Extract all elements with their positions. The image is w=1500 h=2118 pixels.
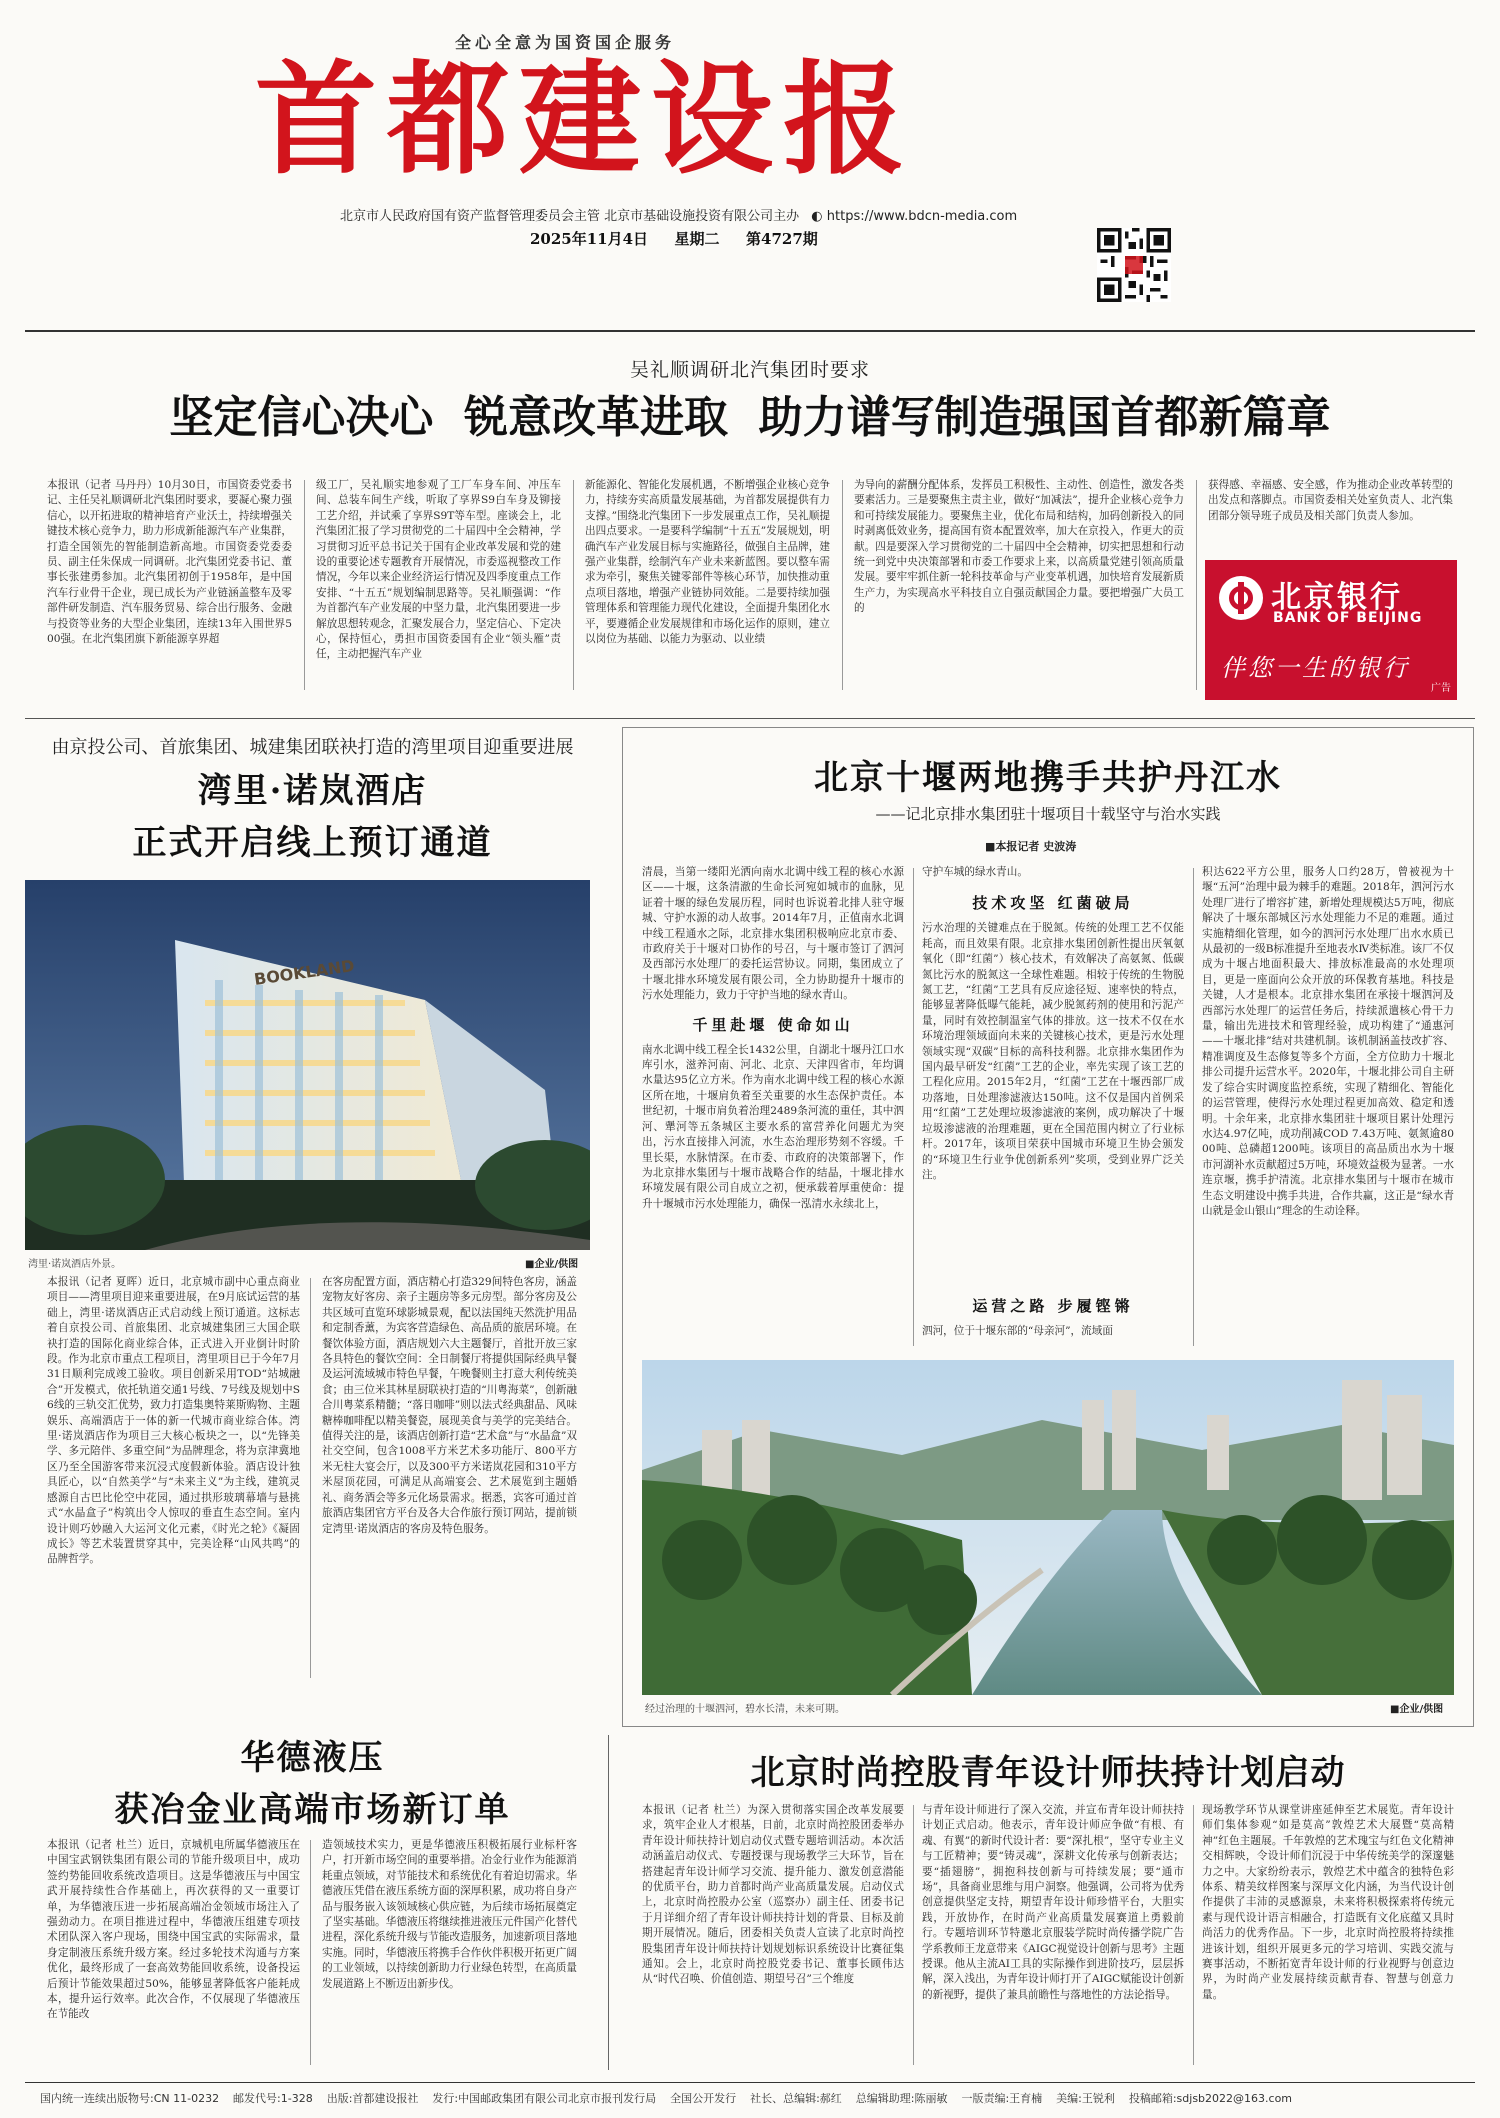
hotel-col-1: 本报讯（记者 夏晖）近日，北京城市副中心重点商业项目——湾里项目迎来重要进展，在9月底试运营的基础上，湾里·诺岚酒店正式启动线上预订通道。这标志着自京投公司、首旅集团、北京城建集团三大国企联袂打造的国际化商业综合体，正式进入开业倒计时阶段。作为北京市重点工程项目，湾里项目已于今年7月31日顺利完成竣工验收。项目创新采用TOD“站城融合”开发模式，依托轨道交通1号线、7号线及规划中S6线的三轨交汇优势，致力打造集奥特莱斯购物、主题娱乐、高端酒店于一体的新一代城市商业综合体。湾里·诺岚酒店作为项目三大核心板块之一，以“先锋美学、多元陪伴、多重空间”为品牌理念，将为京津冀地区乃至全国游客带来沉浸式度假新体验。酒店设计独具匠心，以“自然美学”与“未来主义”为主线，建筑灵感源自古巴比伦空中花园，通过拱形玻璃幕墙与悬挑式“水晶盒子”构筑出令人惊叹的垂直生态空间。室内设计则巧妙融入大运河文化元素，《时光之轮》《凝固成长》等艺术装置贯穿其中，完美诠释“山风共鸣”的品牌哲学。 <box>47 1276 300 1566</box>
lead-kicker: 吴礼顺调研北汽集团时要求 <box>629 359 870 381</box>
danjiang-subtitle: ——记北京排水集团驻十堰项目十载坚守与治水实践 <box>875 805 1221 823</box>
footer-rule <box>25 2082 1475 2083</box>
huade-headline-1: 华德液压 <box>240 1738 385 1778</box>
column-divider <box>842 480 843 690</box>
issue-number: 第4727期 <box>746 230 818 248</box>
ad-tag: 广告 <box>1431 683 1451 694</box>
hotel-photo <box>25 880 590 1250</box>
river-photo-credit: ■企业/供图 <box>1390 1704 1444 1715</box>
danjiang-col-3: 积达622平方公里，服务人口约28万，曾被视为十堰“五河”治理中最为棘手的难题。2018年，泗河污水处理厂进行了增容扩建，新增处理规模达5万吨，彻底解决了十堰东部城区污水处理能力不足的难题。通过实施精细化管理，如今的泗河污水处理厂出水水质已从最初的一级B标准提升至地表水Ⅳ类标准。该厂不仅成为十堰占地面积最大、排放标准最高的水处理项目，更是一座面向公众开放的环保教育基地。科技是关键，人才是根本。北京排水集团在承接十堰泗河及西部污水处理厂的运营任务后，持续派遣核心骨干力量，输出先进技术和管理经验，成功构建了“通惠河——十堰北排”结对共建机制。该机制涵盖技改扩容、精准调度及生态修复等多个方面，全方位助力十堰北排公司提升运营水平。2020年，十堰北排公司自主研发了综合实时调度监控系统，实现了精细化、智能化的运营管理，使得污水处理过程更加高效、稳定和透明。十余年来，北京排水集团驻十堰项目累计处理污水达4.97亿吨，成功削减COD 7.43万吨、氨氮逾8000吨、总磷超1200吨。该项目的高品质出水为十堰市河湖补水贡献超过5万吨，环境效益极为显著。一水连京堰，携手护清流。北京排水集团与十堰市在城市生态文明建设中携手共进，合作共赢，这正是“绿水青山就是金山银山”理念的生动诠释。 <box>1202 866 1454 1217</box>
danjiang-col-1 <box>642 865 904 1350</box>
bank-brand: 北京银行 <box>1271 580 1403 615</box>
footer-imprint: 国内统一连续出版物号:CN 11-0232 邮发代号:1-328 出版:首都建设报社 发行:中国邮政集团有限公司北京市报刊发行局 全国公开发行 社长、总编辑:郝红 总编辑助理:陈丽敏 一版责编:王育楠 美编:王锐利 投稿邮箱:sdjsb2022@163.com <box>40 2092 1293 2105</box>
masthead-sponsors <box>340 205 1017 224</box>
danjiang-byline: ■本报记者 史波涛 <box>985 840 1077 853</box>
globe-icon: ◐ <box>811 209 823 224</box>
masthead-title: 首都建设报 <box>255 49 915 191</box>
issue-weekday: 星期二 <box>674 230 720 248</box>
danjiang-subhead-1: 千里赴堰 使命如山 <box>692 1015 854 1034</box>
danjiang-col-1-text: 清晨，当第一缕阳光洒向南水北调中线工程的核心水源区——十堰，这条清澈的生命长河宛如城市的血脉，见证着十堰的绿色发展历程，同时也诉说着北排人驻守堰城、守护水源的动人故事。2014年7月，正值南水北调中线工程通水之际，北京排水集团积极响应北京市委、市政府关于十堰对口协作的号召，与十堰市签订了泗河及西部污水处理厂的委托运营协议。同期，集团成立了十堰北排水环境发展有限公司，全力协助提升十堰市的污水处理能力，致力于守护当地的绿水青山。 <box>642 866 904 1002</box>
lead-col-3: 新能源化、智能化发展机遇，不断增强企业核心竞争力，持续夯实高质量发展基础，为首都发展提供有力支撑。”围绕北汽集团下一步发展重点工作，吴礼顺提出四点要求。一是要科学编制“十五五”发展规划，明确汽车产业发展目标与实施路径，做强自主品牌，建强产业集群，绘制汽车产业未来新蓝图。要以整车需求为牵引，聚焦关键零部件等核心环节，加快推动重点项目落地，增强产业链协同效能。二是要持续加强管理体系和管理能力现代化建设，全面提升集团化水平，要遵循企业发展规律和市场化运作的原则，建立以岗位为基础、以能力为驱动、以业绩 <box>585 479 830 646</box>
river-photo-caption: 经过治理的十堰泗河，碧水长清，未来可期。 <box>645 1704 845 1715</box>
huade-col-1: 本报讯（记者 杜兰）近日，京城机电所属华德液压在中国宝武钢铁集团有限公司的节能升级项目中，成功签约势能回收系统改造项目。这是华德液压与中国宝武开展持续性合作基础上，再次获得的又一重要订单，为华德液压进一步拓展高端冶金领域市场注入了强劲动力。在项目推进过程中，华德液压组建专项技术团队深入客户现场，围绕中国宝武的实际需求，量身定制液压系统升级方案。经过多轮技术沟通与方案优化，最终形成了一套高效势能回收系统，设备投运后预计节能效果超过50%，能够显著降低客户能耗成本，提升运行效率。此次合作，不仅展现了华德液压在节能改 <box>47 1839 300 2021</box>
hotel-headline-1: 湾里·诺岚酒店 <box>197 771 428 811</box>
hotel-photo-caption: 湾里·诺岚酒店外景。 <box>28 1259 122 1270</box>
hotel-photo-credit: ■企业/供图 <box>525 1259 579 1270</box>
issue-date: 2025年11月4日 <box>530 230 649 248</box>
huade-headline-2: 获冶金业高端市场新订单 <box>114 1790 511 1830</box>
section-divider <box>608 1735 609 2070</box>
column-divider <box>1193 1805 1194 2065</box>
column-divider <box>310 1278 311 1678</box>
hotel-kicker: 由京投公司、首旅集团、城建集团联袂打造的湾里项目迎重要进展 <box>51 737 574 758</box>
hotel-headline-2: 正式开启线上预订通道 <box>132 823 493 863</box>
svg-text:BOOKLAND: BOOKLAND <box>252 956 356 989</box>
danjiang-col-2b-text: 污水治理的关键难点在于脱氮。传统的处理工艺不仅能耗高，而且效果有限。北京排水集团创新性提出厌氧氨氧化（即“红菌”）核心技术，有效解决了高氨氮、低碳氮比污水的脱氮这一全球性难题。相较于传统的生物脱氮工艺，“红菌”工艺具有反应途径短、速率快的特点，能够显著降低曝气能耗，减少脱氮药剂的使用和污泥产量，同时有效控制温室气体的排放。这一技术不仅在水环境治理领域面向未来的关键核心技术，更是污水处理领域实现“双碳”目标的高科技利器。北京排水集团作为国内最早研发“红菌”工艺的企业，率先实现了该工艺的工程化应用。2015年2月，“红菌”工艺在十堰西部厂成功落地，日处理渗滤液达150吨。这不仅是国内首例采用“红菌”工艺处理垃圾渗滤液的案例，成功解决了十堰垃圾渗滤液的治理难题，更在全国范围内树立了行业标杆。2017年，该项目荣获中国城市环境卫生协会颁发的“环境卫生行业争优创新系列”奖项，受到业界广泛关注。 <box>922 922 1184 1181</box>
column-divider <box>1196 480 1197 690</box>
lead-col-1: 本报讯（记者 马丹丹）10月30日，市国资委党委书记、主任吴礼顺调研北汽集团时要求，要凝心聚力强信心，以开拓进取的精神培育产业沃土，持续增强关键技术核心竞争力，助力形成新能源汽车产业集群，打造全国领先的智能制造新高地。市国资委党委委员、副主任朱保成一同调研。北汽集团党委书记、董事长张建勇参加。北汽集团初创于1958年，是中国汽车行业骨干企业，现已成长为产业链涵盖整车及零部件研发制造、汽车服务贸易、综合出行服务、金融与投资等业务的大型企业集团，连续13年入围世界500强。在北汽集团旗下新能源享界超 <box>47 479 292 646</box>
danjiang-subhead-2: 技术攻坚 红菌破局 <box>972 894 1134 913</box>
masthead-rule <box>25 330 1475 332</box>
masthead-dateline <box>530 228 818 249</box>
section-rule <box>25 718 1475 719</box>
danjiang-col-1b-text: 南水北调中线工程全长1432公里，自湖北十堰丹江口水库引水，滋养河南、河北、北京、天津四省市，年均调水量达95亿立方米。作为南水北调中线工程的核心水源区所在地，十堰肩负着至关重要的水生态保护责任。本世纪初，十堰市肩负着治理2489条河流的重任，其中泗河、犟河等五条城区主要水系的富营养化问题尤为突出，污水直接排入河流，水生态治理形势刻不容缓。千里长渠，水脉情深。在市委、市政府的决策部署下，作为北京排水集团与十堰市战略合作的结晶，十堰北排水环境发展有限公司自成立之初，便承载着厚重使命：提升十堰城市污水处理能力，确保一泓清水永续北上， <box>642 1043 904 1210</box>
lead-col-4: 为导向的薪酬分配体系，发挥员工积极性、主动性、创造性，激发各类要素活力。三是要聚焦主责主业，做好“加减法”，提升企业核心竞争力和可持续发展能力。要聚焦主业，优化布局和结构，加码创新投入的同时剥离低效业务，提高国有资本配置效率，加大在京投入，作更大的贡献。四是要深入学习贯彻党的二十届四中全会精神，切实把思想和行动统一到党中央决策部署和市委工作要求上来，以高质量党建引领高质量发展。要牢牢抓住新一轮科技革命与产业变革机遇，加快培育发展新质生产力，为实现高水平科技自立自强贡献国企力量。要把增强广大员工的 <box>854 479 1184 615</box>
danjiang-col-2 <box>922 865 1184 1350</box>
bank-slogan: 伴您一生的银行 <box>1221 654 1410 682</box>
column-divider <box>310 1840 311 2065</box>
sponsors-text: 北京市人民政府国有资产监督管理委员会主管 北京市基础设施投资有限公司主办 <box>340 209 800 224</box>
lead-col-2: 级工厂，吴礼顺实地参观了工厂车身车间、冲压车间、总装车间生产线，听取了享界S9白车身及铆接工艺介绍，并试乘了享界S9T等车型。座谈会上，北汽集团汇报了学习贯彻党的二十届四中全会精神，学习贯彻习近平总书记关于国有企业改革发展和党的建设的重要论述专题教育开展情况，市委巡视整改工作情况，今年以来企业经济运行情况及四季度重点工作安排、“十五五”规划编制思路等。吴礼顺强调：“作为首都汽车产业发展的中坚力量，北汽集团要进一步解放思想转观念，汇聚发展合力，坚定信心、下定决心，保持恒心，勇担市国资委国有企业“领头雁”责任，主动把握汽车产业 <box>316 479 561 661</box>
fashion-col-2: 与青年设计师进行了深入交流，并宣布青年设计师扶持计划正式启动。他表示，青年设计师应争做“有根、有魂、有翼”的新时代设计者：要“深扎根”，坚守专业主义与工匠精神；要“铸灵魂”，深耕文化传承与创新表达；要“插翅膀”，拥抱科技创新与可持续发展；要“通市场”，具备商业思维与用户洞察。他强调，公司将为优秀创意提供坚定支持，期望青年设计师珍惜平台，大胆实践，开放协作，在时尚产业高质量发展赛道上勇毅前行。专题培训环节特邀北京服装学院时尚传播学院广告学系教师王龙意带来《AIGC视觉设计创新与思考》主题授课。他从主流AI工具的实际操作到进阶技巧，层层拆解，深入浅出，为青年设计师打开了AIGC赋能设计创新的新视野，提供了兼具前瞻性与落地性的方法论指导。 <box>922 1804 1184 2001</box>
river-photo <box>642 1360 1454 1695</box>
fashion-col-3: 现场教学环节从课堂讲座延伸至艺术展览。青年设计师们集体参观“如是莫高”敦煌艺术大展暨“莫高精神”红色主题展。千年敦煌的艺术瑰宝与红色文化精神交相辉映，令设计师们沉浸于中华传统美学的深邃魅力之中。大家纷纷表示，敦煌艺术中蕴含的独特色彩体系、精美纹样图案与深厚文化内涵，为当代设计创作提供了丰沛的灵感源泉，未来将积极探索将传统元素与现代设计语言相融合，打造既有文化底蕴又具时尚活力的优秀作品。下一步，北京时尚控股将持续推进该计划，组织开展更多元的学习培训、实践交流与赛事活动，不断拓宽青年设计师的行业视野与创意边界，为时尚产业发展持续贡献青春、智慧与创意力量。 <box>1202 1804 1454 2001</box>
column-divider <box>913 1805 914 2065</box>
column-divider <box>304 480 305 690</box>
bank-brand-en: BANK OF BEIJING <box>1273 610 1423 626</box>
column-divider <box>573 480 574 690</box>
fashion-headline: 北京时尚控股青年设计师扶持计划启动 <box>750 1753 1346 1793</box>
hotel-col-2: 在客房配置方面，酒店精心打造329间特色客房，涵盖宠物友好客房、亲子主题房等多元房型。部分客房及公共区域可直览环球影城景观，配以法国纯天然洗护用品和定制香薰，为宾客营造绿色、高品质的旅居环境。在餐饮体验方面，酒店规划六大主题餐厅，首批开放三家各具特色的餐饮空间：全日制餐厅将提供国际经典早餐及运河流域城市特色早餐，午晚餐则主打意大利传统美食；由三位米其林星厨联袂打造的“川粤海菜”，创新融合川粤菜系精髓；“落日咖啡”则以法式经典甜品、风味糖棒咖啡配以精美餐瓷，展现美食与美学的完美结合。值得关注的是，该酒店创新打造“艺术盒”与“水晶盒”双社交空间，包含1008平方米艺术多功能厅、800平方米无柱大宴会厅，以及300平方米诺岚花园和310平方米屋顶花园，可满足从高端宴会、艺术展览到主题婚礼、商务酒会等多元化场景需求。据悉，宾客可通过首旅酒店集团官方平台及各大合作旅行预订网站，提前锁定湾里·诺岚酒店的客房及特色服务。 <box>322 1276 577 1535</box>
qr-code[interactable] <box>1097 228 1171 302</box>
danjiang-col-2c-text: 泗河，位于十堰东部的“母亲河”，流域面 <box>922 1325 1113 1338</box>
danjiang-headline: 北京十堰两地携手共护丹江水 <box>814 758 1282 798</box>
fashion-col-1: 本报讯（记者 杜兰）为深入贯彻落实国企改革发展要求，筑牢企业人才根基，日前，北京时尚控股团委举办青年设计师扶持计划启动仪式暨专题培训活动。本次活动涵盖启动仪式、专题授课与现场教学三大环节，旨在搭建起青年设计师学习交流、提升能力、激发创意潜能的优质平台，助力首都时尚产业高质量发展。启动仪式上，北京时尚控股办公室（巡察办）副主任、团委书记于月详细介绍了青年设计师扶持计划的背景、目标及前期开展情况。随后，团委相关负责人宣读了北京时尚控股集团青年设计师扶持计划规划标识系统设计比赛征集通知。会上，北京时尚控股党委书记、董事长顾伟达从“时代召唤、价值创造、期望号召”三个维度 <box>642 1804 904 1986</box>
column-divider <box>913 868 914 1346</box>
lead-col-5: 获得感、幸福感、安全感，作为推动企业改革转型的出发点和落脚点。市国资委相关处室负责人、北汽集团部分领导班子成员及相关部门负责人参加。 <box>1208 479 1453 522</box>
bank-logo-icon <box>1219 576 1263 620</box>
huade-col-2: 造领域技术实力，更是华德液压积极拓展行业标杆客户，打开新市场空间的重要举措。冶金行业作为能源消耗重点领域，对节能技术和系统优化有着迫切需求。华德液压凭借在液压系统方面的深厚积累，成功将自身产品与服务嵌入该领域核心供应链，为后续市场拓展奠定了坚实基础。华德液压将继续推进液压元件国产化替代进程，深化系统升级与节能改造服务，加速新项目落地实施。同时，华德液压将携手合作伙伴积极开拓更广阔的工业领域，以持续创新助力行业绿色转型，在高质量发展道路上不断迈出新步伐。 <box>322 1839 577 1990</box>
website-link[interactable]: https://www.bdcn-media.com <box>826 209 1018 224</box>
column-divider <box>1193 868 1194 1346</box>
danjiang-col-2-text: 守护车城的绿水青山。 <box>922 866 1028 878</box>
bank-ad[interactable] <box>1205 560 1457 700</box>
lead-headline: 坚定信心决心 锐意改革进取 助力谱写制造强国首都新篇章 <box>169 392 1331 443</box>
danjiang-subhead-3: 运营之路 步履铿锵 <box>972 1297 1134 1316</box>
masthead-slogan: 全心全意为国资国企服务 <box>455 33 676 52</box>
